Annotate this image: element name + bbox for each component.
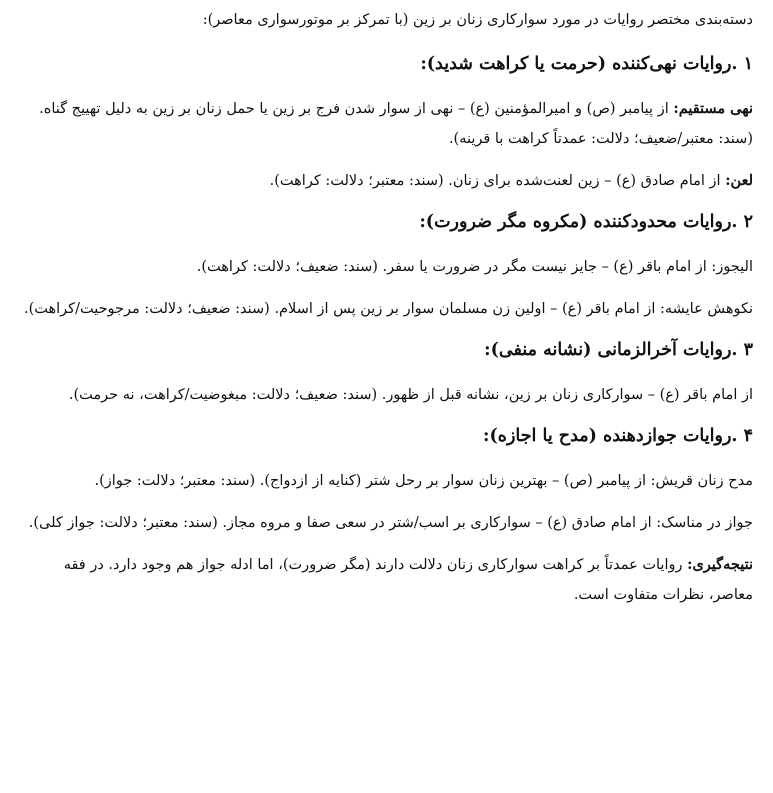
narration-item (22, 166, 753, 196)
item-label: نهی مستقیم: (673, 100, 753, 117)
narration-item: جواز در مناسک: از امام صادق (ع) – سوارکاری بر اسب/شتر در سعی صفا و مروه مجاز. (سند: معتبر؛ دلالت: جواز کلی). (28, 515, 753, 531)
section-restrictive (22, 208, 753, 324)
section-title: ۳ .روایات آخرالزمانی (نشانه منفی): (484, 340, 753, 360)
item-text: از پیامبر (ص) و امیرالمؤمنین (ع) – نهی از سوار شدن فرج بر زین یا حمل زنان بر زین به دلیل تهییج گناه. (سند: معتبر/ضعیف؛ دلالت: عمدتاً کراهت با قرینه). (39, 101, 753, 147)
section-title: ۲ .روایات محدودکننده (مکروه مگر ضرورت): (419, 212, 753, 232)
section-permissive (22, 422, 753, 538)
narration-item: مدح زنان قریش: از پیامبر (ص) – بهترین زنان سوار بر رحل شتر (کنایه از ازدواج). (سند: معتبر؛ دلالت: جواز). (94, 473, 753, 489)
conclusion-text: روایات عمدتاً بر کراهت سوارکاری زنان دلالت دارند (مگر ضرورت)، اما ادله جواز هم وجود دارد. در فقه معاصر، نظرات متفاوت است. (63, 557, 753, 603)
conclusion (22, 550, 753, 610)
section-prohibitive (22, 50, 753, 196)
section-apocalyptic (22, 336, 753, 410)
item-label: لعن: (725, 172, 753, 189)
section-title: ۱ .روایات نهی‌کننده (حرمت یا کراهت شدید): (420, 54, 753, 74)
narration-item: الیجوز: از امام باقر (ع) – جایز نیست مگر در ضرورت یا سفر. (سند: ضعیف؛ دلالت: کراهت). (196, 259, 753, 275)
narration-item: نکوهش عایشه: از امام باقر (ع) – اولین زن مسلمان سوار بر زین پس از اسلام. (سند: ضعیف؛ دلالت: مرجوحیت/کراهت). (24, 301, 753, 317)
section-title: ۴ .روایات جوازدهنده (مدح یا اجازه): (483, 426, 753, 446)
narration-item: از امام باقر (ع) – سوارکاری زنان بر زین، نشانه قبل از ظهور. (سند: ضعیف؛ دلالت: مبغوضیت/کراهت، نه حرمت). (68, 387, 753, 403)
intro-text: دسته‌بندی مختصر روایات در مورد سوارکاری زنان بر زین (با تمرکز بر موتورسواری معاصر): (202, 12, 753, 28)
item-text: از امام صادق (ع) – زین لعنت‌شده برای زنان. (سند: معتبر؛ دلالت: کراهت). (269, 173, 726, 189)
narration-item (22, 94, 753, 154)
conclusion-label: نتیجه‌گیری: (687, 556, 753, 573)
